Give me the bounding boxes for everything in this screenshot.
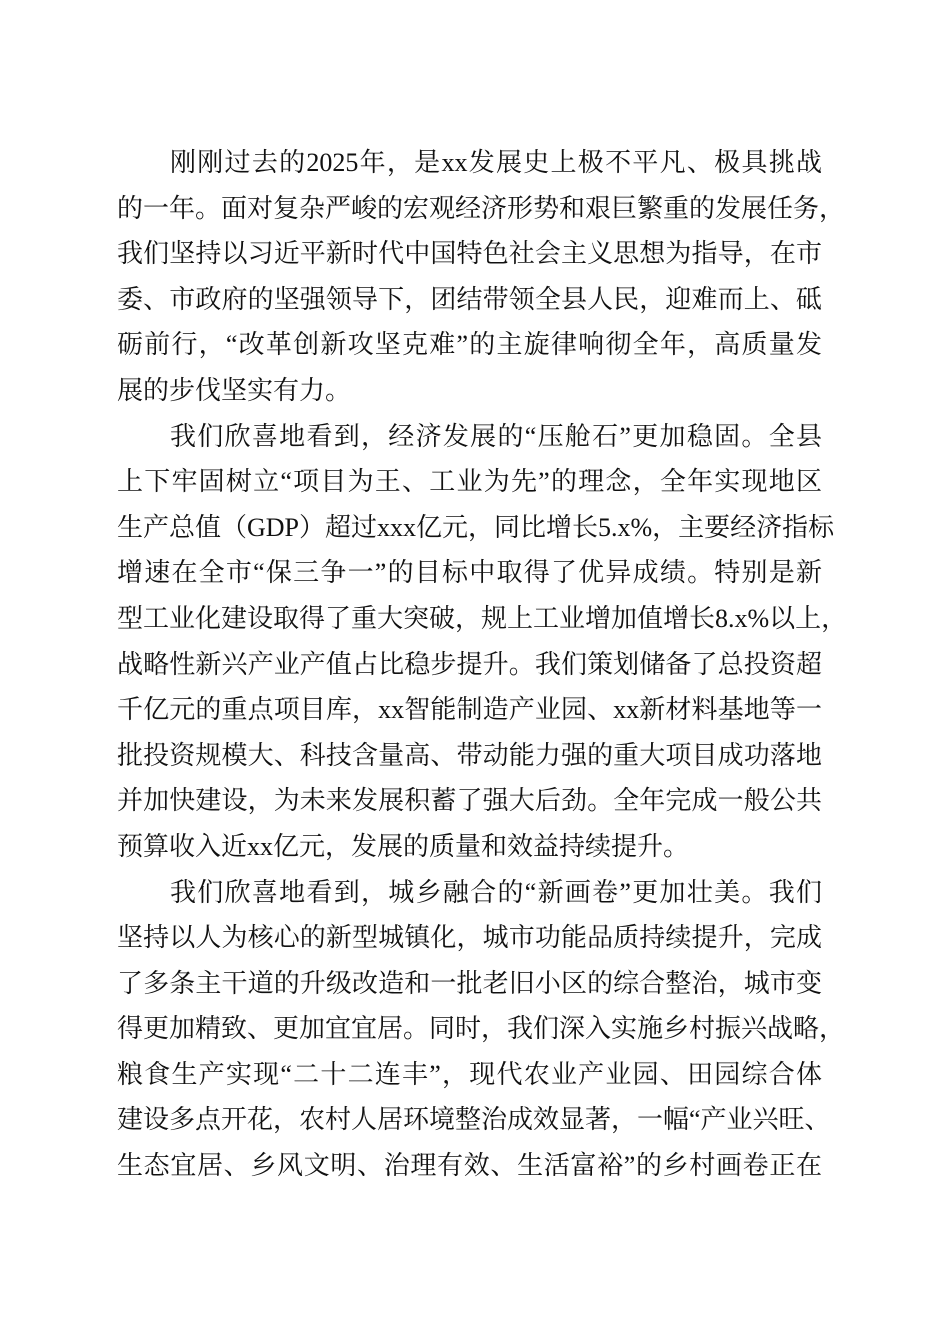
text-line: 坚持以人为核心的新型城镇化，城市功能品质持续提升，完成 — [117, 923, 822, 953]
text-line: 战略性新兴产业产值占比稳步提升。我们策划储备了总投资超 — [117, 649, 822, 679]
paragraph-2 — [117, 414, 848, 870]
text-line: 我们欣喜地看到，经济发展的“压舱石”更加稳固。全县 — [170, 421, 822, 451]
text-line: 千亿元的重点项目库，xx智能制造产业园、xx新材料基地等一 — [117, 695, 822, 725]
text-line: 委、市政府的坚强领导下，团结带领全县人民，迎难而上、砥 — [117, 284, 822, 314]
text-line: 生产总值（GDP）超过xxx亿元，同比增长5.x%，主要经济指标 — [117, 512, 835, 542]
paragraph-1 — [117, 140, 846, 414]
text-line: 刚刚过去的2025年，是xx发展史上极不平凡、极具挑战 — [170, 148, 822, 177]
text-line: 批投资规模大、科技含量高、带动能力强的重大项目成功落地 — [117, 740, 822, 770]
text-line: 的一年。面对复杂严峻的宏观经济形势和艰巨繁重的发展任务， — [117, 193, 846, 223]
paragraph-3 — [117, 870, 846, 1189]
text-line: 生态宜居、乡风文明、治理有效、生活富裕”的乡村画卷正在 — [117, 1151, 822, 1181]
text-line: 并加快建设，为未来发展积蓄了强大后劲。全年完成一般公共 — [117, 786, 822, 816]
text-line: 预算收入近xx亿元，发展的质量和效益持续提升。 — [117, 831, 690, 861]
text-line: 建设多点开花，农村人居环境整治成效显著，一幅“产业兴旺、 — [117, 1105, 831, 1135]
document-page — [117, 140, 848, 1189]
text-line: 得更加精致、更加宜宜居。同时，我们深入实施乡村振兴战略， — [117, 1014, 846, 1044]
text-line: 增速在全市“保三争一”的目标中取得了优异成绩。特别是新 — [117, 558, 822, 588]
text-line: 型工业化建设取得了重大突破，规上工业增加值增长8.x%以上， — [117, 603, 848, 633]
text-line: 展的步伐坚实有力。 — [117, 375, 352, 405]
text-line: 我们坚持以习近平新时代中国特色社会主义思想为指导，在市 — [117, 239, 822, 269]
text-line: 了多条主干道的升级改造和一批老旧小区的综合整治，城市变 — [117, 968, 822, 998]
text-line: 粮食生产实现“二十二连丰”，现代农业产业园、田园综合体 — [117, 1059, 822, 1089]
text-line: 上下牢固树立“项目为王、工业为先”的理念，全年实现地区 — [117, 467, 822, 497]
text-line: 我们欣喜地看到，城乡融合的“新画卷”更加壮美。我们 — [170, 877, 822, 907]
text-line: 砺前行，“改革创新攻坚克难”的主旋律响彻全年，高质量发 — [117, 330, 822, 360]
